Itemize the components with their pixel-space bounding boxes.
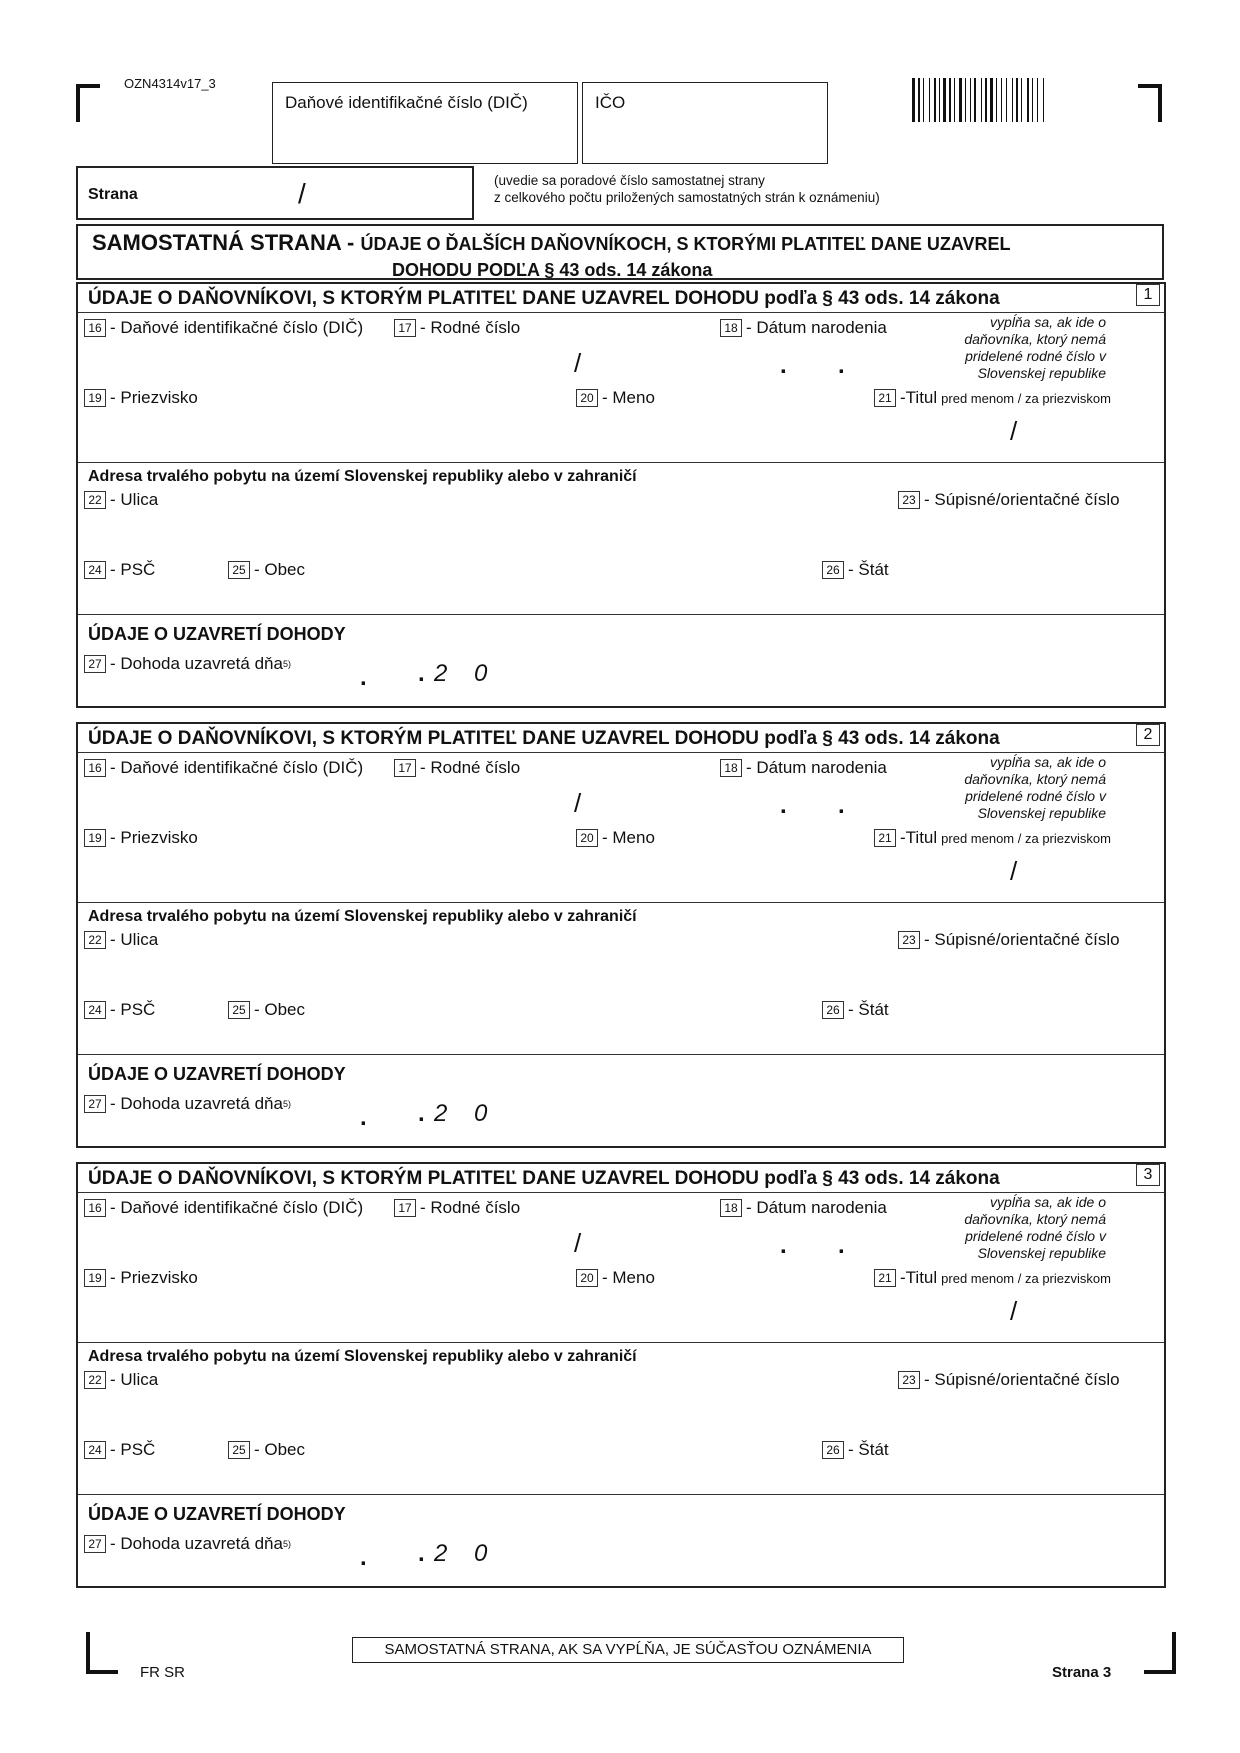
barcode-bar (949, 78, 951, 122)
barcode-bar (954, 78, 955, 122)
barcode-bar (974, 78, 976, 122)
meno-field-number: 20 (576, 389, 598, 407)
obec-field-label: - Obec (254, 1440, 306, 1459)
titul-field-label: -Titul (900, 828, 938, 847)
date-dot: . (780, 1232, 787, 1259)
barcode-bar (918, 78, 920, 122)
meno-field-number: 20 (576, 1269, 598, 1287)
barcode-bar (923, 78, 924, 122)
supisne-cislo-field-label: - Súpisné/orientačné číslo (924, 1370, 1120, 1389)
dohoda-datum-field[interactable] (84, 1534, 291, 1554)
psc-field-label: - PSČ (110, 1000, 156, 1019)
stat-field[interactable] (822, 1440, 889, 1460)
dohoda-datum-field-number: 27 (84, 655, 106, 673)
meno-field[interactable] (576, 828, 655, 848)
date-dot: . (838, 792, 845, 819)
address-heading: Adresa trvalého pobytu na území Slovenskej republiky alebo v zahraničí (88, 1348, 637, 1365)
ulica-field-number: 22 (84, 1371, 106, 1389)
barcode-bar (929, 78, 930, 122)
meno-field-label: - Meno (602, 1268, 655, 1287)
section-number: 2 (1136, 724, 1160, 746)
date-dot: . (838, 1232, 845, 1259)
strana-note-line1: (uvedie sa poradové číslo samostatnej strany (494, 173, 765, 188)
ulica-field-label: - Ulica (110, 1370, 159, 1389)
barcode-bar (1023, 78, 1026, 122)
obec-field-label: - Obec (254, 1000, 306, 1019)
titul-field-label: -Titul (900, 388, 938, 407)
stat-field-label: - Štát (848, 1000, 889, 1019)
barcode-bar (934, 78, 936, 122)
dic-field-number: 16 (84, 759, 106, 777)
priezvisko-field[interactable] (84, 828, 198, 848)
dic-field-number: 16 (84, 319, 106, 337)
barcode-bar (967, 78, 969, 122)
titul-note: pred menom / za priezviskom (941, 1270, 1111, 1286)
titul-field-label: -Titul (900, 1268, 938, 1287)
strana-note (494, 172, 880, 206)
barcode-bar (916, 78, 917, 122)
rodne-cislo-field[interactable] (394, 1198, 520, 1218)
year-prefix: 2 0 (434, 1540, 498, 1567)
priezvisko-field-label: - Priezvisko (110, 388, 198, 407)
corner-mark-top-right (1138, 84, 1162, 122)
meno-field-number: 20 (576, 829, 598, 847)
divider (78, 1494, 1164, 1495)
datum-narodenia-field[interactable] (720, 758, 887, 778)
psc-field[interactable] (84, 1000, 155, 1020)
supisne-cislo-field-label: - Súpisné/orientačné číslo (924, 490, 1120, 509)
meno-field-label: - Meno (602, 828, 655, 847)
date-dot: . (360, 1104, 367, 1131)
datum-narodenia-field[interactable] (720, 318, 887, 338)
corner-mark-top-left (76, 84, 100, 122)
title-line1: ÚDAJE O ĎALŠÍCH DAŇOVNÍKOCH, S KTORÝMI PLATITEĽ DANE UZAVREL (360, 234, 1011, 254)
dohoda-datum-field-label: - Dohoda uzavretá dňa (110, 1534, 283, 1553)
ulica-field[interactable] (84, 1370, 158, 1390)
ico-field[interactable] (582, 82, 828, 164)
stat-field[interactable] (822, 1000, 889, 1020)
supisne-cislo-field-number: 23 (898, 491, 920, 509)
psc-field[interactable] (84, 1440, 155, 1460)
rodne-cislo-field-number: 17 (394, 319, 416, 337)
barcode-bar (1008, 78, 1011, 122)
barcode-bar (959, 78, 962, 122)
address-heading: Adresa trvalého pobytu na území Slovenskej republiky alebo v zahraničí (88, 468, 637, 485)
footnote-ref: 5) (282, 659, 291, 669)
strana-field[interactable] (76, 166, 474, 220)
barcode-bar (1039, 78, 1042, 122)
rodne-cislo-slash: / (574, 1228, 582, 1258)
section-heading: ÚDAJE O DAŇOVNÍKOVI, S KTORÝM PLATITEĽ DANE UZAVREL DOHODU podľa § 43 ods. 14 zákona (88, 728, 1000, 749)
barcode-bar (988, 78, 989, 122)
date-dot: . (418, 1100, 425, 1127)
date-dot: . (780, 352, 787, 379)
corner-mark-bottom-left (86, 1632, 118, 1674)
titul-field-number: 21 (874, 829, 896, 847)
barcode (912, 78, 1092, 122)
barcode-bar (943, 78, 946, 122)
page-title (76, 224, 1164, 280)
barcode-bar (970, 78, 971, 122)
dic-field-label: - Daňové identifikačné číslo (DIČ) (110, 758, 364, 777)
supisne-cislo-field[interactable] (898, 1370, 1120, 1390)
psc-field-number: 24 (84, 561, 106, 579)
psc-field-number: 24 (84, 1441, 106, 1459)
title-big: SAMOSTATNÁ STRANA - (92, 230, 361, 255)
dohoda-datum-field[interactable] (84, 654, 291, 674)
barcode-bar (941, 78, 942, 122)
datum-narodenia-field[interactable] (720, 1198, 887, 1218)
barcode-bar (947, 78, 948, 122)
titul-field[interactable] (874, 388, 1111, 408)
priezvisko-field[interactable] (84, 388, 198, 408)
dic-field[interactable] (84, 1198, 363, 1218)
datum-narodenia-field-label: - Dátum narodenia (746, 758, 887, 777)
barcode-bar (1014, 78, 1015, 122)
priezvisko-field-label: - Priezvisko (110, 1268, 198, 1287)
divider (78, 312, 1164, 313)
supisne-cislo-field[interactable] (898, 490, 1120, 510)
rodne-cislo-field-label: - Rodné číslo (420, 1198, 521, 1217)
psc-field[interactable] (84, 560, 155, 580)
dohoda-datum-field-number: 27 (84, 1535, 106, 1553)
divider (78, 902, 1164, 903)
footer-left: FR SR (140, 1664, 185, 1681)
barcode-bar (983, 78, 984, 122)
priezvisko-field-number: 19 (84, 1269, 106, 1287)
rodne-cislo-field[interactable] (394, 318, 520, 338)
strana-slash: / (298, 178, 306, 209)
strana-note-line2: z celkového počtu priložených samostatných strán k oznámeniu) (494, 190, 880, 205)
date-dot: . (838, 352, 845, 379)
barcode-bar (912, 78, 915, 122)
psc-field-number: 24 (84, 1001, 106, 1019)
dic-field[interactable] (272, 82, 578, 164)
obec-field-number: 25 (228, 1001, 250, 1019)
barcode-bar (931, 78, 933, 122)
barcode-bar (1012, 78, 1013, 122)
ulica-field-label: - Ulica (110, 490, 159, 509)
titul-field[interactable] (874, 828, 1111, 848)
section-number: 3 (1136, 1164, 1160, 1186)
barcode-bar (921, 78, 922, 122)
divider (78, 1342, 1164, 1343)
rodne-cislo-field[interactable] (394, 758, 520, 778)
datum-narodenia-field-label: - Dátum narodenia (746, 318, 887, 337)
ulica-field-number: 22 (84, 491, 106, 509)
barcode-bar (1043, 78, 1044, 122)
barcode-bar (952, 78, 953, 122)
rodne-cislo-slash: / (574, 788, 582, 818)
ico-label: IČO (595, 93, 626, 112)
titul-slash: / (1010, 856, 1018, 886)
title-line2: DOHODU PODĽA § 43 ods. 14 zákona (392, 260, 713, 280)
divider (78, 614, 1164, 615)
stat-field-number: 26 (822, 561, 844, 579)
dohoda-heading: ÚDAJE O UZAVRETÍ DOHODY (88, 624, 346, 644)
obec-field[interactable] (228, 1000, 305, 1020)
section-heading: ÚDAJE O DAŇOVNÍKOVI, S KTORÝM PLATITEĽ DANE UZAVREL DOHODU podľa § 43 ods. 14 zákona (88, 288, 1000, 309)
strana-label: Strana (88, 186, 138, 203)
rodne-cislo-slash: / (574, 348, 582, 378)
dic-field-number: 16 (84, 1199, 106, 1217)
supisne-cislo-field-number: 23 (898, 931, 920, 949)
priezvisko-field[interactable] (84, 1268, 198, 1288)
titul-note: pred menom / za priezviskom (941, 830, 1111, 846)
year-prefix: 2 0 (434, 660, 498, 687)
psc-field-label: - PSČ (110, 560, 156, 579)
barcode-bar (1030, 78, 1031, 122)
barcode-bar (972, 78, 973, 122)
dic-field-label: - Daňové identifikačné číslo (DIČ) (110, 1198, 364, 1217)
supisne-cislo-field-number: 23 (898, 1371, 920, 1389)
meno-field[interactable] (576, 1268, 655, 1288)
psc-field-label: - PSČ (110, 1440, 156, 1459)
titul-field[interactable] (874, 1268, 1111, 1288)
section-heading: ÚDAJE O DAŇOVNÍKOVI, S KTORÝM PLATITEĽ DANE UZAVREL DOHODU podľa § 43 ods. 14 zákona (88, 1168, 1000, 1189)
birthdate-note: vypĺňa sa, ak ide o daňovníka, ktorý nemá pridelené rodné číslo v Slovenskej republike (964, 314, 1106, 381)
dohoda-datum-field-label: - Dohoda uzavretá dňa (110, 654, 283, 673)
barcode-bar (994, 78, 995, 122)
stat-field-label: - Štát (848, 1440, 889, 1459)
meno-field[interactable] (576, 388, 655, 408)
dohoda-heading: ÚDAJE O UZAVRETÍ DOHODY (88, 1504, 346, 1524)
supisne-cislo-field[interactable] (898, 930, 1120, 950)
birthdate-note: vypĺňa sa, ak ide o daňovníka, ktorý nemá pridelené rodné číslo v Slovenskej republike (964, 754, 1106, 821)
footnote-ref: 5) (282, 1539, 291, 1549)
barcode-bar (998, 78, 1000, 122)
ulica-field[interactable] (84, 490, 158, 510)
dic-label: Daňové identifikačné číslo (DIČ) (285, 93, 528, 112)
supisne-cislo-field-label: - Súpisné/orientačné číslo (924, 930, 1120, 949)
taxpayer-section (76, 282, 1166, 708)
obec-field-number: 25 (228, 561, 250, 579)
barcode-bar (1003, 78, 1005, 122)
dic-field[interactable] (84, 758, 363, 778)
date-dot: . (360, 1544, 367, 1571)
rodne-cislo-field-number: 17 (394, 1199, 416, 1217)
titul-field-number: 21 (874, 1269, 896, 1287)
stat-field[interactable] (822, 560, 889, 580)
priezvisko-field-number: 19 (84, 389, 106, 407)
taxpayer-section (76, 722, 1166, 1148)
barcode-bar (1016, 78, 1018, 122)
barcode-bar (1027, 78, 1029, 122)
stat-field-label: - Štát (848, 560, 889, 579)
section-number: 1 (1136, 284, 1160, 306)
footer-note: SAMOSTATNÁ STRANA, AK SA VYPĹŇA, JE SÚČASŤOU OZNÁMENIA (352, 1637, 904, 1663)
priezvisko-field-number: 19 (84, 829, 106, 847)
titul-note: pred menom / za priezviskom (941, 390, 1111, 406)
corner-mark-bottom-right (1144, 1632, 1176, 1674)
rodne-cislo-field-label: - Rodné číslo (420, 318, 521, 337)
divider (78, 462, 1164, 463)
obec-field[interactable] (228, 1440, 305, 1460)
obec-field-number: 25 (228, 1441, 250, 1459)
barcode-bar (965, 78, 966, 122)
stat-field-number: 26 (822, 1441, 844, 1459)
divider (78, 1054, 1164, 1055)
datum-narodenia-field-number: 18 (720, 319, 742, 337)
barcode-bar (977, 78, 980, 122)
barcode-bar (937, 78, 938, 122)
ulica-field-number: 22 (84, 931, 106, 949)
address-heading: Adresa trvalého pobytu na území Slovenskej republiky alebo v zahraničí (88, 908, 637, 925)
dic-field[interactable] (84, 318, 363, 338)
form-code: OZN4314v17_3 (124, 76, 216, 91)
date-dot: . (780, 792, 787, 819)
taxpayer-section (76, 1162, 1166, 1588)
meno-field-label: - Meno (602, 388, 655, 407)
barcode-bar (1045, 78, 1047, 122)
stat-field-number: 26 (822, 1001, 844, 1019)
barcode-bar (1019, 78, 1020, 122)
barcode-bar (985, 78, 987, 122)
titul-slash: / (1010, 1296, 1018, 1326)
barcode-bar (1032, 78, 1033, 122)
barcode-bar (1034, 78, 1036, 122)
datum-narodenia-field-number: 18 (720, 1199, 742, 1217)
obec-field[interactable] (228, 560, 305, 580)
barcode-bar (939, 78, 940, 122)
obec-field-label: - Obec (254, 560, 306, 579)
ulica-field-label: - Ulica (110, 930, 159, 949)
barcode-bar (963, 78, 964, 122)
titul-field-number: 21 (874, 389, 896, 407)
birthdate-note: vypĺňa sa, ak ide o daňovníka, ktorý nemá pridelené rodné číslo v Slovenskej republike (964, 1194, 1106, 1261)
year-prefix: 2 0 (434, 1100, 498, 1127)
divider (78, 752, 1164, 753)
dohoda-datum-field-number: 27 (84, 1095, 106, 1113)
date-dot: . (418, 660, 425, 687)
barcode-bar (956, 78, 958, 122)
date-dot: . (418, 1540, 425, 1567)
divider (78, 1192, 1164, 1193)
footnote-ref: 5) (282, 1099, 291, 1109)
barcode-bar (1021, 78, 1022, 122)
footer-page-number: Strana 3 (1052, 1664, 1112, 1681)
dohoda-heading: ÚDAJE O UZAVRETÍ DOHODY (88, 1064, 346, 1084)
barcode-bar (1006, 78, 1007, 122)
dic-field-label: - Daňové identifikačné číslo (DIČ) (110, 318, 364, 337)
barcode-bar (925, 78, 928, 122)
barcode-bar (996, 78, 997, 122)
dohoda-datum-field-label: - Dohoda uzavretá dňa (110, 1094, 283, 1113)
datum-narodenia-field-label: - Dátum narodenia (746, 1198, 887, 1217)
rodne-cislo-field-number: 17 (394, 759, 416, 777)
barcode-bar (990, 78, 993, 122)
titul-slash: / (1010, 416, 1018, 446)
datum-narodenia-field-number: 18 (720, 759, 742, 777)
dohoda-datum-field[interactable] (84, 1094, 291, 1114)
priezvisko-field-label: - Priezvisko (110, 828, 198, 847)
barcode-bar (981, 78, 982, 122)
rodne-cislo-field-label: - Rodné číslo (420, 758, 521, 777)
date-dot: . (360, 664, 367, 691)
ulica-field[interactable] (84, 930, 158, 950)
barcode-bar (1001, 78, 1002, 122)
barcode-bar (1037, 78, 1038, 122)
